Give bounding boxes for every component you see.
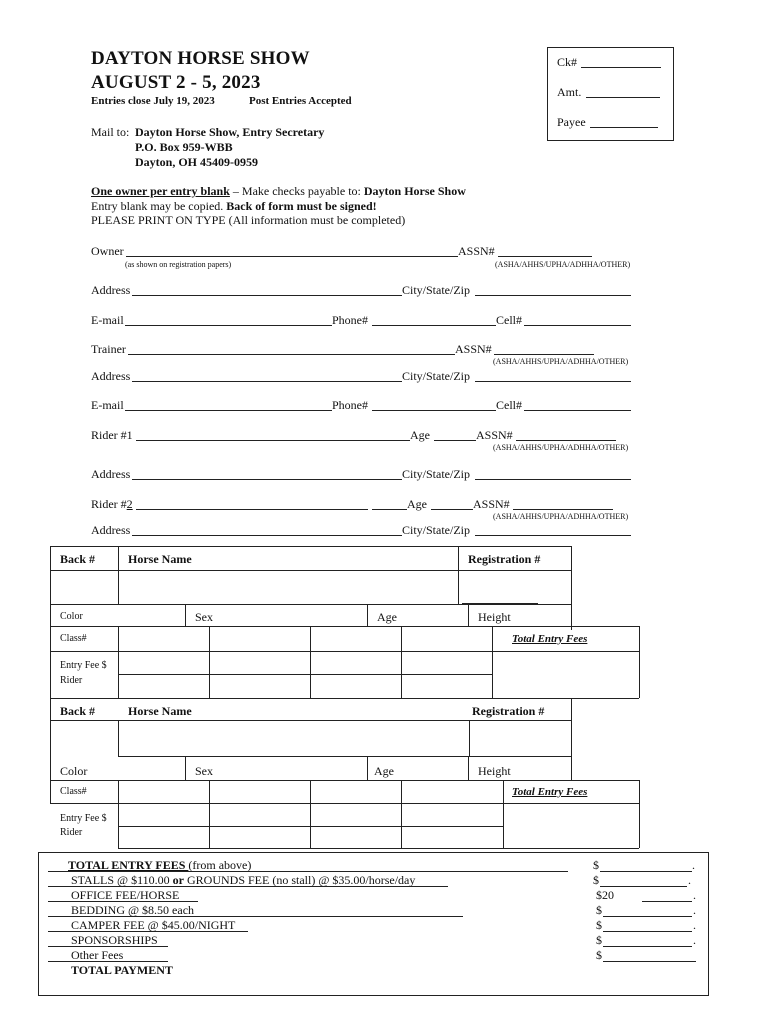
class-label: Class# [60,633,87,644]
color-label: Color [60,611,83,622]
height-label: Height [478,610,511,624]
bedding-label: BEDDING @ $8.50 each [71,903,195,917]
rider1-city-label: City/State/Zip [402,467,470,481]
total-entry-fees-field[interactable] [268,871,568,872]
stalls-text: STALLS @ $110.00 [71,873,173,887]
office-fee-amount: $20 [596,888,614,902]
trainer-phone-field[interactable] [372,410,496,411]
rider2-number: 2 [126,497,133,511]
rider2-assn-field[interactable] [513,509,613,510]
period-5: . [693,918,696,932]
owner-field[interactable] [126,256,458,257]
back-number-input-2[interactable] [52,722,116,754]
owner-label: Owner [91,244,124,258]
rider-label: Rider [60,675,83,686]
rider2-label-text: Rider # [91,497,127,511]
dollar-5: $ [596,918,602,932]
dollar-2: $ [593,873,599,887]
trainer-assn-label: ASSN# [455,342,492,356]
horse-name-header: Horse Name [128,552,192,566]
trainer-assoc-list: (ASHA/AHHS/UPHA/ADHHA/OTHER) [493,357,629,366]
mail-to-label: Mail to: [91,125,130,139]
trainer-cell-field[interactable] [524,410,631,411]
show-dates: AUGUST 2 - 5, 2023 [91,72,261,93]
owner-assoc-list: (ASHA/AHHS/UPHA/ADHHA/OTHER) [495,260,631,269]
entry-fee-label: Entry Fee $ [60,660,107,671]
rider1-age-field[interactable] [434,440,476,441]
dollar-7: $ [596,948,602,962]
rider2-age-label: Age [407,497,427,511]
class-label-2: Class# [60,786,87,797]
rider1-assoc-list: (ASHA/AHHS/UPHA/ADHHA/OTHER) [493,443,629,452]
trainer-address-label: Address [91,369,131,383]
owner-city-label: City/State/Zip [402,283,470,297]
print-instruction: PLEASE PRINT ON TYPE (All information must be completed) [91,213,406,227]
back-number-header-2: Back # [60,704,96,718]
trainer-phone-label: Phone# [332,398,368,412]
rider1-age-label: Age [410,428,430,442]
instruction-line-1 [91,184,466,199]
rider2-city-label: City/State/Zip [402,523,470,537]
rider2-field[interactable] [136,509,368,510]
owner-phone-field[interactable] [372,325,496,326]
checks-payable-text: – Make checks payable to: [229,184,364,198]
back-number-header: Back # [60,552,96,566]
rider1-field[interactable] [136,440,410,441]
total-entry-fees-label-2: Total Entry Fees [512,786,588,798]
rider1-address-field[interactable] [132,479,402,480]
rider2-assoc-list: (ASHA/AHHS/UPHA/ADHHA/OTHER) [493,512,629,521]
owner-email-field[interactable] [125,325,332,326]
owner-assn-field[interactable] [498,256,592,257]
amt-label: Amt. [557,85,582,99]
mail-line-1: Dayton Horse Show, Entry Secretary [135,125,325,139]
color-label-2: Color [60,764,88,778]
camper-amount[interactable] [603,931,692,932]
owner-phone-label: Phone# [332,313,368,327]
copied-text: Entry blank may be copied. [91,199,227,213]
rider2-assn-label: ASSN# [473,497,510,511]
horse-name-input-2[interactable] [120,722,467,754]
age-label-2: Age [374,764,394,778]
rider2-address-field[interactable] [132,535,402,536]
payee-field[interactable] [590,127,658,128]
registration-header: Registration # [468,552,541,566]
other-fees-amount[interactable] [603,961,696,962]
show-title: DAYTON HORSE SHOW [91,48,310,69]
owner-cell-field[interactable] [524,325,631,326]
sponsorships-label: SPONSORSHIPS [71,933,158,947]
trainer-label: Trainer [91,342,126,356]
height-label-2: Height [478,764,511,778]
rider2-address-label: Address [91,523,131,537]
trainer-address-field[interactable] [132,381,402,382]
payee-label: Payee [557,115,586,129]
owner-assn-label: ASSN# [458,244,495,258]
rider2-label [91,497,133,512]
sex-label: Sex [195,610,213,624]
or-text: or [172,873,184,887]
registration-input[interactable] [460,572,570,602]
owner-city-field[interactable] [475,295,631,296]
sex-label-2: Sex [195,764,213,778]
office-fee-field[interactable] [642,901,692,902]
trainer-assn-field[interactable] [494,354,594,355]
period-3: . [693,888,696,902]
total-entry-fees-label: Total Entry Fees [512,633,588,645]
rider2-age-field[interactable] [431,509,473,510]
trainer-cell-label: Cell# [496,398,522,412]
from-above-text: (from above) [188,858,252,872]
mail-line-2: P.O. Box 959-WBB [135,140,233,154]
rider1-address-label: Address [91,467,131,481]
instruction-line-2 [91,199,377,214]
camper-fee-label: CAMPER FEE @ $45.00/NIGHT [71,918,236,932]
mail-line-3: Dayton, OH 45409-0959 [135,155,258,169]
period-6: . [693,933,696,947]
one-owner-text: One owner per entry blank [91,184,230,198]
sponsorships-amount[interactable] [603,946,692,947]
total-entry-fees-text: TOTAL ENTRY FEES [68,858,189,872]
rider1-assn-label: ASSN# [476,428,513,442]
owner-address-label: Address [91,283,131,297]
horse-name-input[interactable] [120,572,456,602]
post-entries: Post Entries Accepted [249,95,352,107]
total-entry-amount[interactable] [600,871,692,872]
period-4: . [693,903,696,917]
dollar-4: $ [596,903,602,917]
rider1-assn-field[interactable] [516,440,616,441]
trainer-email-field[interactable] [125,410,332,411]
trainer-city-field[interactable] [475,381,631,382]
owner-address-field[interactable] [132,295,402,296]
rider2-city-field[interactable] [475,535,631,536]
registration-input-2[interactable] [471,722,570,754]
as-shown-note: (as shown on registration papers) [125,260,232,269]
entry-fee-label-2: Entry Fee $ [60,813,107,824]
ck-label: Ck# [557,55,578,69]
office-fee-label: OFFICE FEE/HORSE [71,888,180,902]
stalls-amount[interactable] [600,886,687,887]
payee-name: Dayton Horse Show [363,184,466,198]
grounds-fee-text: GROUNDS FEE (no stall) @ $35.00/horse/day [183,873,416,887]
horse-name-header-2: Horse Name [128,704,192,718]
entries-close: Entries close July 19, 2023 [91,95,215,107]
owner-cell-label: Cell# [496,313,522,327]
registration-header-2: Registration # [472,704,545,718]
ck-field[interactable] [581,67,661,68]
trainer-city-label: City/State/Zip [402,369,470,383]
other-fees-label: Other Fees [71,948,124,962]
period-1: . [692,858,695,872]
must-sign-text: Back of form must be signed! [226,199,377,213]
rider-label-2: Rider [60,827,83,838]
amt-field[interactable] [586,97,660,98]
trainer-field[interactable] [128,354,455,355]
age-label: Age [377,610,397,624]
bedding-field[interactable] [48,916,463,917]
trainer-email-label: E-mail [91,398,124,412]
total-payment-label: TOTAL PAYMENT [71,963,173,977]
owner-email-label: E-mail [91,313,124,327]
rider1-label: Rider #1 [91,428,133,442]
rider1-city-field[interactable] [475,479,631,480]
rider2-extra-field[interactable] [372,509,407,510]
period-2: . [688,873,691,887]
dollar-6: $ [596,933,602,947]
back-number-input[interactable] [52,572,116,602]
bedding-amount[interactable] [603,916,692,917]
dollar-1: $ [593,858,599,872]
